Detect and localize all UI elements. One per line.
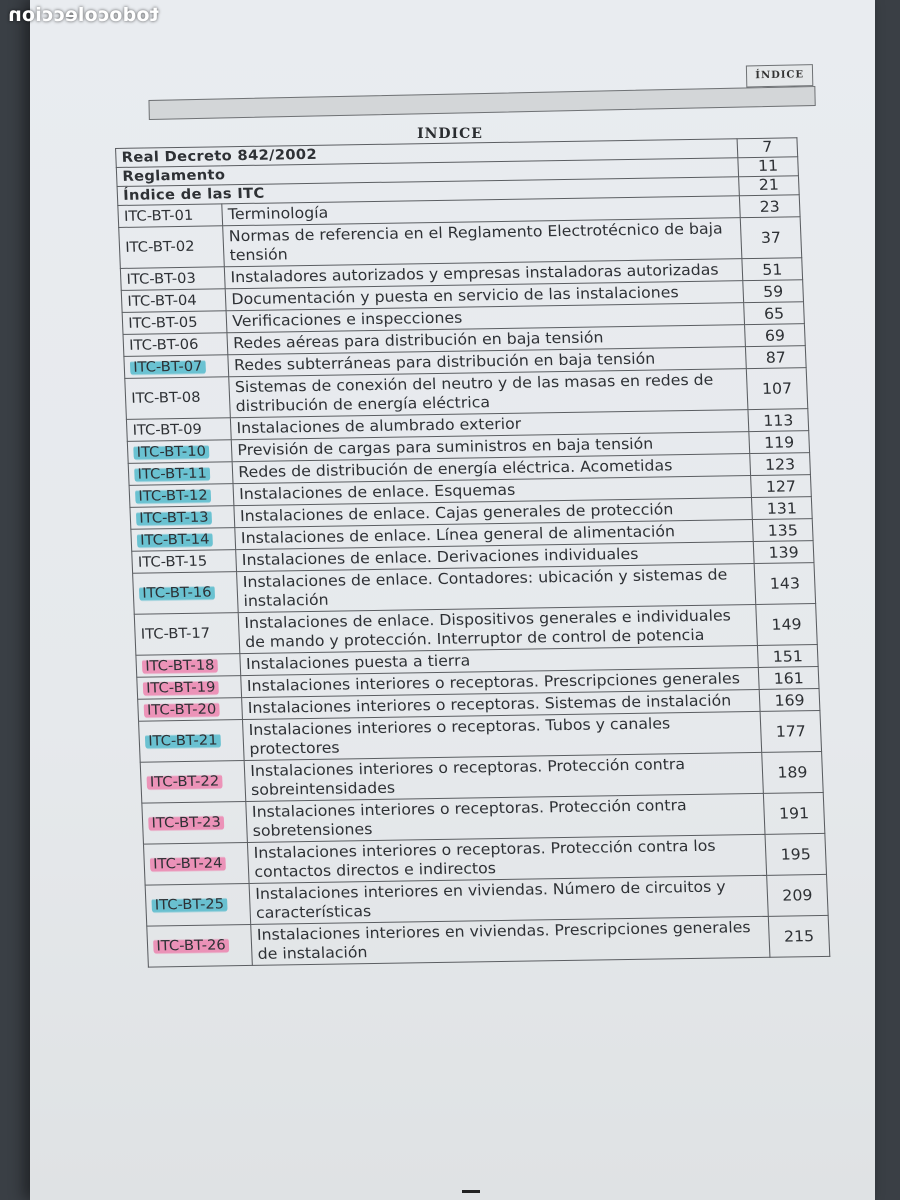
itc-page-number: 119 <box>749 431 810 454</box>
itc-code-cell <box>140 761 246 804</box>
itc-code-cell <box>138 698 243 722</box>
itc-description: Instalaciones de enlace. Dispositivos generales e individuales de mando y protección. Interruptor de control de potencia <box>238 604 757 653</box>
itc-page-number: 209 <box>767 874 828 916</box>
itc-description: Instalaciones interiores o receptoras. Protección contra sobretensiones <box>246 793 765 842</box>
itc-code-cell <box>130 506 235 530</box>
itc-page-number: 191 <box>763 792 824 834</box>
itc-code: ITC-BT-26 <box>153 937 229 954</box>
itc-description: Redes de distribución de energía eléctrica. Acometidas <box>232 454 750 484</box>
itc-description: Instalaciones de enlace. Contadores: ubicación y sistemas de instalación <box>237 564 756 613</box>
itc-code: ITC-BT-20 <box>144 701 220 718</box>
itc-description: Instalaciones de enlace. Cajas generales de protección <box>234 498 752 528</box>
itc-code: ITC-BT-18 <box>142 657 218 674</box>
section-page-number: 21 <box>739 176 800 196</box>
itc-code-cell <box>129 484 234 508</box>
itc-page-number: 169 <box>759 689 820 712</box>
itc-page-number: 23 <box>739 195 800 218</box>
index-table-body <box>116 138 830 967</box>
itc-page-number: 69 <box>745 324 806 347</box>
itc-page-number: 195 <box>765 833 826 875</box>
itc-code-cell <box>125 377 231 420</box>
itc-code-cell <box>123 333 228 357</box>
itc-code-cell <box>147 924 253 967</box>
itc-description: Instalaciones puesta a tierra <box>240 645 758 675</box>
header-rule-box <box>148 86 815 120</box>
itc-description: Sistemas de conexión del neutro y de las masas en redes de distribución de energía eléctrica <box>229 369 748 418</box>
itc-code: ITC-BT-03 <box>126 270 197 288</box>
itc-code: ITC-BT-11 <box>134 465 210 482</box>
watermark-text: todocoleccion <box>8 4 159 26</box>
page-title: INDICE <box>417 126 483 142</box>
itc-code: ITC-BT-23 <box>148 814 224 831</box>
itc-description: Instalaciones interiores o receptoras. Prescripciones generales <box>241 667 759 697</box>
itc-code-cell <box>121 289 226 313</box>
itc-code: ITC-BT-21 <box>145 732 221 749</box>
itc-description: Verificaciones e inspecciones <box>226 303 744 333</box>
itc-page-number: 139 <box>753 541 814 564</box>
itc-page-number: 37 <box>740 217 801 259</box>
section-label: Índice de las ITC <box>117 177 739 206</box>
itc-page-number: 161 <box>758 667 819 690</box>
itc-code: ITC-BT-01 <box>123 207 194 225</box>
itc-code-cell <box>119 226 225 269</box>
itc-description: Documentación y puesta en servicio de las instalaciones <box>225 281 743 311</box>
itc-code: ITC-BT-13 <box>136 509 212 526</box>
itc-code: ITC-BT-17 <box>140 625 211 643</box>
itc-code: ITC-BT-05 <box>128 314 198 332</box>
itc-description: Instaladores autorizados y empresas instaladoras autorizadas <box>224 259 742 289</box>
itc-code-cell <box>127 440 232 464</box>
itc-description: Normas de referencia en el Reglamento Electrotécnico de baja tensión <box>223 218 742 267</box>
itc-page-number: 87 <box>745 346 806 369</box>
itc-page-number: 107 <box>746 368 807 410</box>
page-number-fragment <box>462 1190 480 1193</box>
index-table <box>115 137 830 967</box>
itc-description: Instalaciones interiores o receptoras. Tubos y canales protectores <box>242 711 761 760</box>
itc-description: Instalaciones interiores o receptoras. Sistemas de instalación <box>242 689 760 719</box>
itc-description: Instalaciones de alumbrado exterior <box>230 410 748 440</box>
itc-page-number: 113 <box>748 409 809 432</box>
itc-page-number: 127 <box>751 475 812 498</box>
itc-code: ITC-BT-25 <box>151 896 227 913</box>
itc-code: ITC-BT-04 <box>127 292 198 310</box>
itc-code-cell <box>132 550 237 574</box>
itc-page-number: 177 <box>760 710 821 752</box>
itc-code-cell <box>143 843 249 886</box>
itc-description: Previsión de cargas para suministros en baja tensión <box>231 432 749 462</box>
header-tab: ÍNDICE <box>746 64 813 87</box>
itc-description: Instalaciones interiores o receptoras. Protección contra los contactos directos e indirectos <box>247 834 766 883</box>
itc-code-cell <box>124 355 229 379</box>
itc-description: Instalaciones de enlace. Línea general de alimentación <box>235 520 753 550</box>
itc-page-number: 149 <box>756 604 817 646</box>
itc-description: Instalaciones interiores en viviendas. Número de circuitos y características <box>249 875 768 924</box>
itc-code-cell <box>134 613 240 656</box>
itc-description: Instalaciones interiores en viviendas. Prescripciones generales de instalación <box>251 916 770 965</box>
itc-code-cell <box>133 572 239 615</box>
itc-code-cell <box>128 462 233 486</box>
section-page-number: 7 <box>737 138 798 158</box>
itc-code: ITC-BT-24 <box>150 855 226 872</box>
itc-code: ITC-BT-14 <box>137 531 213 548</box>
itc-code-cell <box>131 528 236 552</box>
itc-code: ITC-BT-08 <box>131 389 201 407</box>
itc-code-cell <box>126 418 231 442</box>
itc-code: ITC-BT-09 <box>132 421 203 439</box>
itc-page-number: 123 <box>750 453 811 476</box>
itc-description: Terminología <box>222 196 740 226</box>
itc-code: ITC-BT-12 <box>135 487 211 504</box>
itc-code: ITC-BT-15 <box>137 553 208 571</box>
section-label: Real Decreto 842/2002 <box>116 139 738 168</box>
itc-page-number: 51 <box>742 258 803 281</box>
itc-page-number: 189 <box>762 751 823 793</box>
itc-code: ITC-BT-22 <box>146 773 222 790</box>
itc-code-cell <box>142 802 248 845</box>
itc-code: ITC-BT-16 <box>139 584 215 601</box>
itc-description: Instalaciones de enlace. Derivaciones individuales <box>236 542 754 572</box>
itc-code-cell <box>118 204 223 228</box>
itc-code-cell <box>136 654 241 678</box>
itc-page-number: 65 <box>744 302 805 325</box>
section-label: Reglamento <box>116 158 738 187</box>
running-header <box>148 64 814 118</box>
itc-page-number: 135 <box>752 519 813 542</box>
itc-code-cell <box>122 311 227 335</box>
itc-page-number: 59 <box>743 280 804 303</box>
itc-description: Redes aéreas para distribución en baja tensión <box>227 325 745 355</box>
itc-page-number: 215 <box>768 915 829 957</box>
itc-code-cell <box>137 676 242 700</box>
itc-page-number: 131 <box>751 497 812 520</box>
section-page-number: 11 <box>738 157 799 177</box>
itc-code-cell <box>120 267 225 291</box>
itc-code: ITC-BT-02 <box>124 238 195 256</box>
itc-code: ITC-BT-06 <box>128 336 199 354</box>
itc-code: ITC-BT-07 <box>130 358 206 375</box>
itc-code: ITC-BT-19 <box>143 679 219 696</box>
itc-description: Instalaciones de enlace. Esquemas <box>233 476 751 506</box>
itc-page-number: 151 <box>757 645 818 668</box>
itc-description: Redes subterráneas para distribución en baja tensión <box>228 347 746 377</box>
itc-page-number: 143 <box>754 563 815 605</box>
itc-code-cell <box>145 883 251 926</box>
itc-code-cell <box>139 720 245 763</box>
itc-code: ITC-BT-10 <box>133 443 209 460</box>
itc-description: Instalaciones interiores o receptoras. Protección contra sobreintensidades <box>244 752 763 801</box>
